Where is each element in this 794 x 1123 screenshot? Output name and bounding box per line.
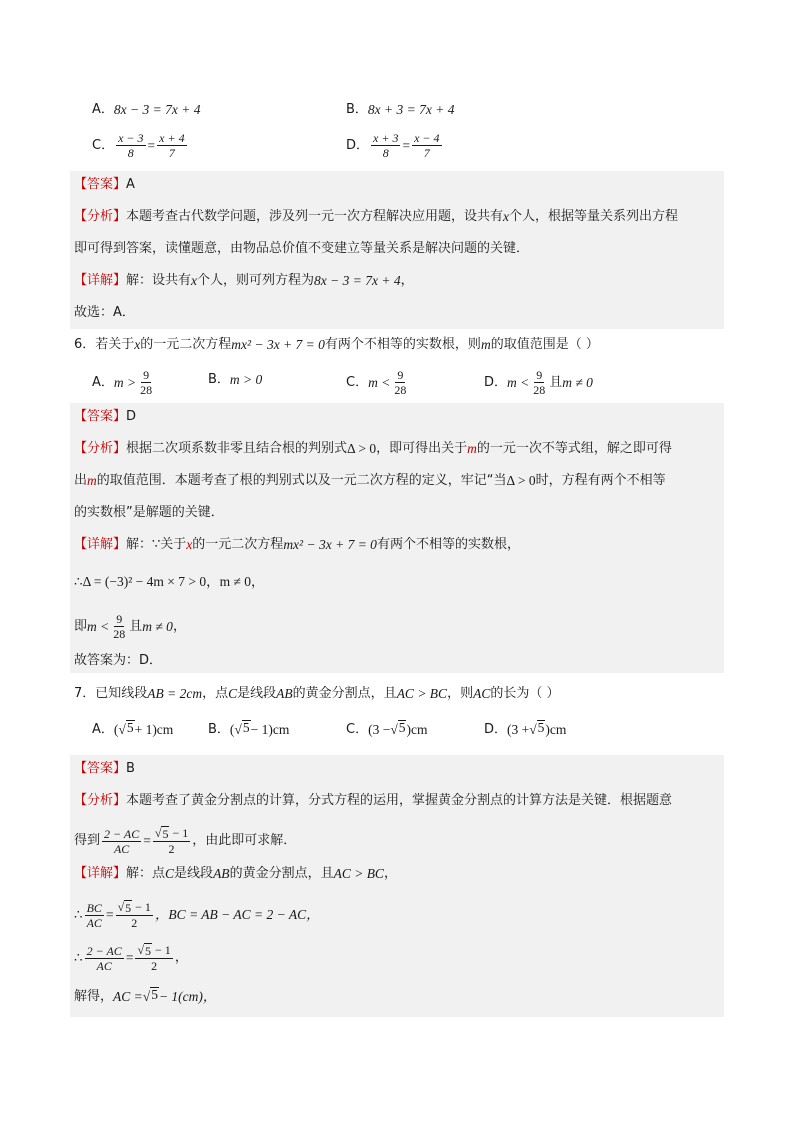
q5-detail-line-1: 【详解】 解：设共有 x 个人，则可列方程为 8x − 3 = 7x + 4 ， (74, 271, 414, 291)
option-label: B． (346, 102, 368, 117)
q6-answer: 【答案】 D (74, 409, 137, 424)
option-label: C． (92, 137, 115, 153)
fraction: √ 5 − 1 2 (117, 900, 151, 930)
q6-option-b[interactable]: B． m > 0 (208, 372, 263, 387)
q6-choose: 故答案为：D． (74, 653, 163, 668)
q6-analysis-line-2: 出 m 的取值范围．本题考查了根的判别式以及一元二次方程的定义，牢记“当 Δ > 0 时，方程有两个不相等 (74, 473, 666, 488)
fraction: $\frac{x + 4}{7}$ (159, 131, 185, 160)
q7-detail-line-4: 解得， AC = √ 5 − 1(cm)， (74, 987, 216, 1007)
fraction: $\frac{9}{28}$ (533, 368, 546, 397)
option-label: D． (346, 137, 370, 153)
q7-detail-line-3: ∴ $\frac{2 - AC}{AC}$ = √ 5 − 1 2 ， (74, 943, 188, 973)
q6-stem: 6．若关于 x 的一元二次方程 mx² − 3x + 7 = 0 有两个不相等的实数根，则 m 的取值范围是（ ） (74, 337, 599, 352)
q5-option-d[interactable]: D． $\frac{x + 3}{8}$ = $\frac{x - 4}{7}$ (346, 131, 440, 160)
detail-tag: 【详解】 (74, 273, 127, 288)
fraction: $\frac{x - 4}{7}$ (414, 131, 440, 160)
q7-detail-line-1: 【详解】 解：点 C 是线段 AB 的黄金分割点，且 AC > BC ， (74, 866, 397, 881)
answer-value: A (126, 177, 135, 192)
sqrt: √ 5 (390, 720, 406, 737)
q5-analysis-line-2: 即可得到答案，读懂题意，由物品总价值不变建立等量关系是解决问题的关键． (74, 241, 530, 256)
q6-option-c[interactable]: C． m < $\frac{9}{28}$ (346, 368, 407, 397)
q6-analysis-line-3: 的实数根”是解题的关键． (74, 505, 224, 520)
q7-option-b[interactable]: B． ( √ 5 − 1)cm (208, 720, 289, 740)
option-math: 8x − 3 = 7x + 4 (113, 102, 201, 117)
option-label: A． (92, 102, 114, 117)
q5-option-a[interactable] (92, 100, 200, 120)
q5-analysis-line-1: 【分析】 本题考查古代数学问题，涉及列一元一次方程解决应用题，设共有 x 个人，根据等量关系列出方程 (74, 207, 678, 227)
fraction: $\frac{9}{28}$ (394, 368, 407, 397)
q5-answer (74, 175, 135, 195)
sqrt: √ 5 (234, 720, 250, 737)
q7-answer: 【答案】 B (74, 761, 135, 776)
q7-analysis-line-2: 得到 $\frac{2 - AC}{AC}$ = √ 5 − 1 2 ，由此即可求解． (74, 826, 297, 856)
fraction: $\frac{x - 3}{8}$ (118, 131, 144, 160)
fraction: $\frac{BC}{AC}$ (86, 900, 102, 930)
sqrt: √ 5 (529, 720, 545, 737)
q7-option-a[interactable]: A． ( √ 5 + 1)cm (92, 720, 173, 740)
q6-detail-line-2: ∴Δ = (−3)² − 4m × 7 > 0，m ≠ 0， (74, 574, 265, 589)
q7-stem: 7．已知线段 AB = 2cm ，点 C 是线段 AB 的黄金分割点，且 AC > BC ，则 AC 的长为（ ） (74, 686, 560, 701)
fraction: $\frac{x + 3}{8}$ (373, 131, 399, 160)
sqrt: √ 5 (142, 987, 158, 1004)
fraction: $\frac{2 - AC}{AC}$ (104, 826, 140, 856)
fraction: $\frac{9}{28}$ (140, 368, 153, 397)
q7-option-c[interactable]: C． (3 − √ 5 )cm (346, 720, 427, 740)
analysis-tag: 【分析】 (74, 209, 127, 224)
fraction: $\frac{2 - AC}{AC}$ (86, 943, 122, 973)
q6-option-d[interactable]: D． m < $\frac{9}{28}$ 且 m ≠ 0 (484, 368, 593, 397)
q6-detail-line-3: 即 m < $\frac{9}{28}$ 且 m ≠ 0 ， (74, 612, 186, 641)
q6-detail-line-1: 【详解】 解：∵关于 x 的一元二次方程 mx² − 3x + 7 = 0 有两个不相等的实数根， (74, 537, 520, 552)
q7-option-d[interactable]: D． (3 + √ 5 )cm (484, 720, 566, 740)
fraction: √ 5 − 1 2 (154, 826, 189, 856)
option-math: 8x + 3 = 7x + 4 (367, 102, 455, 117)
answer-tag: 【答案】 (74, 177, 127, 192)
q6-option-a[interactable]: A． m > $\frac{9}{28}$ (92, 368, 153, 397)
q5-option-c[interactable]: C． $\frac{x - 3}{8}$ = $\frac{x + 4}{7}$ (92, 131, 185, 160)
q5-choose: 故选：A． (74, 305, 135, 320)
fraction: √ 5 − 1 2 (137, 943, 171, 973)
q6-analysis-line-1: 【分析】 根据二次项系数非零且结合根的判别式 Δ > 0 ，即可得出关于 m 的一元一次不等式组，解之即可得 (74, 441, 672, 456)
q7-analysis-line-1: 【分析】 本题考查了黄金分割点的计算，分式方程的运用，掌握黄金分割点的计算方法是关键．根据题意 (74, 793, 673, 808)
sqrt: √ 5 (118, 720, 134, 737)
fraction: $\frac{9}{28}$ (113, 612, 126, 641)
q5-option-b[interactable] (346, 100, 455, 120)
q7-detail-line-2: ∴ $\frac{BC}{AC}$ = √ 5 − 1 2 ，BC = AB − AC = 2 − AC， (74, 900, 320, 930)
